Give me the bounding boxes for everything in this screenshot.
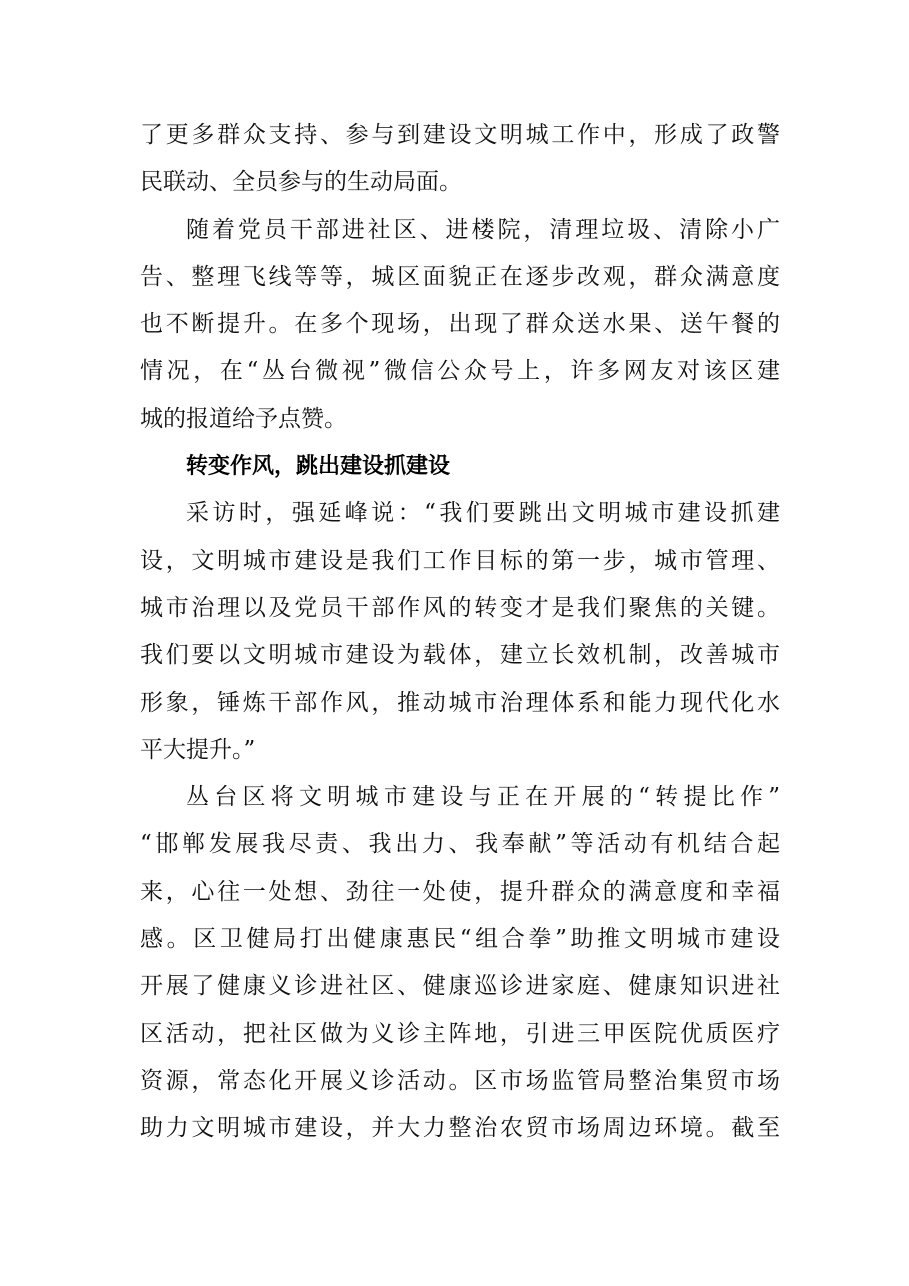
text-line: 助力文明城市建设，并大力整治农贸市场周边环境。截至 [140,1115,780,1142]
text-line: 感。区卫健局打出健康惠民“组合拳”助推文明城市建设 [140,926,780,953]
text-line: 来，心往一处想、劲往一处使，提升群众的满意度和幸福 [140,878,780,905]
text-line: 告、整理飞线等等，城区面貌正在逐步改观，群众满意度 [140,263,780,290]
text-line: 也不断提升。在多个现场，出现了群众送水果、送午餐的 [140,311,780,338]
text-line: 城市治理以及党员干部作风的转变才是我们聚焦的关键。 [140,594,780,621]
text-line: 情况，在“丛台微视”微信公众号上，许多网友对该区建 [140,358,780,385]
text-line: 随着党员干部进社区、进楼院，清理垃圾、清除小广 [186,216,780,243]
text-line: 资源，常态化开展义诊活动。区市场监管局整治集贸市场 [140,1067,780,1094]
text-line: 民联动、全员参与的生动局面。 [140,169,462,196]
text-line: 开展了健康义诊进社区、健康巡诊进家庭、健康知识进社 [140,973,780,1000]
text-line: 城的报道给予点赞。 [140,405,347,432]
text-line: 丛台区将文明城市建设与正在开展的“转提比作” [186,784,780,811]
text-line: 设，文明城市建设是我们工作目标的第一步，城市管理、 [140,547,780,574]
text-line: 采访时，强延峰说：“我们要跳出文明城市建设抓建 [186,500,780,527]
text-line: 区活动，把社区做为义诊主阵地，引进三甲医院优质医疗 [140,1020,780,1047]
text-line: 了更多群众支持、参与到建设文明城工作中，形成了政警 [140,122,780,148]
text-line: 平大提升。” [140,736,256,763]
text-line: 我们要以文明城市建设为载体，建立长效机制，改善城市 [140,642,780,669]
article-body [140,112,780,1153]
section-heading: 转变作风，跳出建设抓建设 [186,454,451,480]
text-line: “邯郸发展我尽责、我出力、我奉献”等活动有机结合起 [140,831,780,858]
text-line: 形象，锤炼干部作风，推动城市治理体系和能力现代化水 [140,689,780,716]
